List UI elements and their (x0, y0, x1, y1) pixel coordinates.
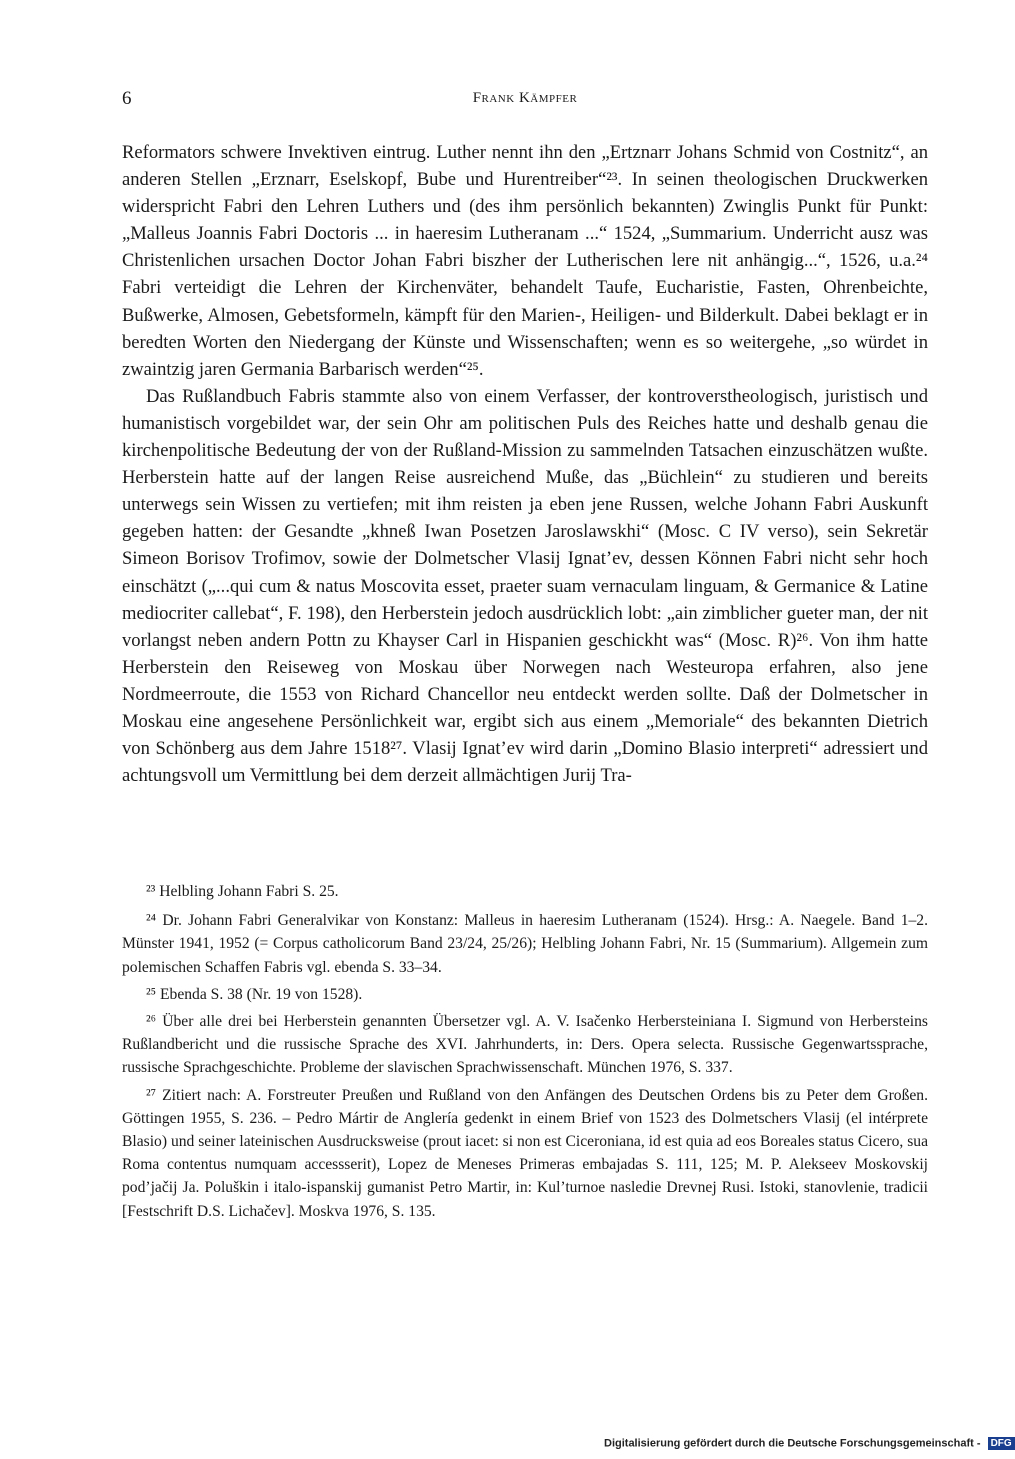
page-header (122, 88, 928, 114)
footnote-25: ²⁵ Ebenda S. 38 (Nr. 19 von 1528). (146, 985, 363, 1003)
credit-text: Digitalisierung gefördert durch die Deutsche Forschungsgemeinschaft - (604, 1437, 981, 1450)
dfg-logo: DFG (988, 1437, 1015, 1450)
footnote-26: ²⁶ Über alle drei bei Herberstein genannten Übersetzer vgl. A. V. Isačenko Herbersteiniana I. Sigmund von Herbersteins Rußlandbericht und die russische Sprache des XVI. Jahrhunderts, in: Ders. Opera selecta. Russische Gegenwartssprache, russische Sprachgeschichte. Probleme der slavischen Sprachwissenschaft. München 1976, S. 337. (122, 1013, 928, 1077)
digitization-credit (604, 1437, 1015, 1450)
running-head: Frank Kämpfer (472, 90, 578, 106)
footnote-27: ²⁷ Zitiert nach: A. Forstreuter Preußen und Rußland von den Anfängen des Deutschen Ordens bis zu Peter dem Großen. Göttingen 1955, S. 236. – Pedro Mártir de Anglería gedenkt in einem Brief von 1523 des Dolmetschers Vlasij (el intérprete Blasio) und seiner lateinischen Ausdrucksweise (prout iacet: si non est Ciceroniana, id est quia ad eos Boreales status Cicero, sua Roma contentus numquam accessserit), Lopez de Meneses Primeras embajadas S. 111, 125; M. P. Alekseev Moskovskij pod’jačij Ja. Poluškin i italo-ispanskij gumanist Petro Martir, in: Kul’turnoe nasledie Drevnej Rusi. Istoki, stanovlenie, tradicii [Festschrift D.S. Lichačev]. Moskva 1976, S. 135. (122, 1086, 928, 1220)
footnote-23: ²³ Helbling Johann Fabri S. 25. (146, 883, 339, 900)
footnotes (122, 880, 928, 1227)
paragraph-1: Reformators schwere Invektiven eintrug. Luther nennt ihn den „Ertznarr Johans Schmid von Costnitz“, an anderen Stellen „Erznarr, Eselskopf, Bube und Hurentreiber“²³. In seinen theologischen Druckwerken widerspricht Fabri den Lehren Luthers und (des ihm persönlich bekannten) Zwinglis Punkt für Punkt: „Malleus Joannis Fabri Doctoris ... in haeresim Lutheranam ...“ 1524, „Summarium. Underricht ausz was Christenlichen ursachen Doctor Johan Fabri biszher der Lutherischen lere nit anhängig...“, 1526, u.a.²⁴ Fabri verteidigt die Lehren der Kirchenväter, behandelt Taufe, Eucharistie, Fasten, Ohrenbeichte, Bußwerke, Almosen, Gebetsformeln, kämpft für den Marien-, Heiligen- und Bilderkult. Dabei beklagt er in beredten Worten den Niedergang der Künste und Wissenschaften; wenn es so weitergehe, „so würdet in zwaintzig jaren Germania Barbarisch werden“²⁵. (122, 142, 928, 380)
main-text (122, 139, 928, 789)
footnote-24: ²⁴ Dr. Johann Fabri Generalvikar von Konstanz: Malleus in haeresim Lutheranam (1524). Hrsg.: A. Naegele. Band 1–2. Münster 1941, 1952 (= Corpus catholicorum Band 23/24, 25/26); Helbling Johann Fabri, Nr. 15 (Summarium). Allgemein zum polemischen Schaffen Fabris vgl. ebenda S. 33–34. (122, 912, 928, 976)
page-number: 6 (122, 88, 132, 109)
paragraph-2: Das Rußlandbuch Fabris stammte also von einem Verfasser, der kontroverstheologisch, juristisch und humanistisch vorgebildet war, der sein Ohr am politischen Puls des Reiches hatte und deshalb genau die kirchenpolitische Bedeutung der von der Rußland-Mission zu sammelnden Tatsachen einzuschätzen wußte. Herberstein hatte auf der langen Reise ausreichend Muße, das „Büchlein“ zu studieren und bereits unterwegs sein Wissen zu vertiefen; mit ihm reisten ja eben jene Russen, welche Johann Fabri Auskunft gegeben hatten: der Gesandte „khneß Iwan Posetzen Jaroslawskhi“ (Mosc. C IV verso), sein Sekretär Simeon Borisov Trofimov, sowie der Dolmetscher Vlasij Ignat’ev, dessen Können Fabri nicht sehr hoch einschätzt („...qui cum & natus Moscovita esset, praeter suam vernaculam linguam, & Germanice & Latine mediocriter callebat“, F. 198), den Herberstein jedoch ausdrücklich lobt: „ain zimblicher gueter man, der nit vorlangst neben andern Pottn zu Khayser Carl in Hispanien geschickht was“ (Mosc. R)²⁶. Von ihm hatte Herberstein den Reiseweg von Moskau über Norwegen nach Westeuropa erfahren, also jene Nordmeerroute, die 1553 von Richard Chancellor neu entdeckt werden sollte. Daß der Dolmetscher in Moskau eine angesehene Persönlichkeit war, ergibt sich aus einem „Memoriale“ des bekannten Dietrich von Schönberg aus dem Jahre 1518²⁷. Vlasij Ignat’ev wird darin „Domino Blasio interpreti“ adressiert und achtungsvoll um Vermittlung bei dem derzeit allmächtigen Jurij Tra- (122, 385, 928, 787)
